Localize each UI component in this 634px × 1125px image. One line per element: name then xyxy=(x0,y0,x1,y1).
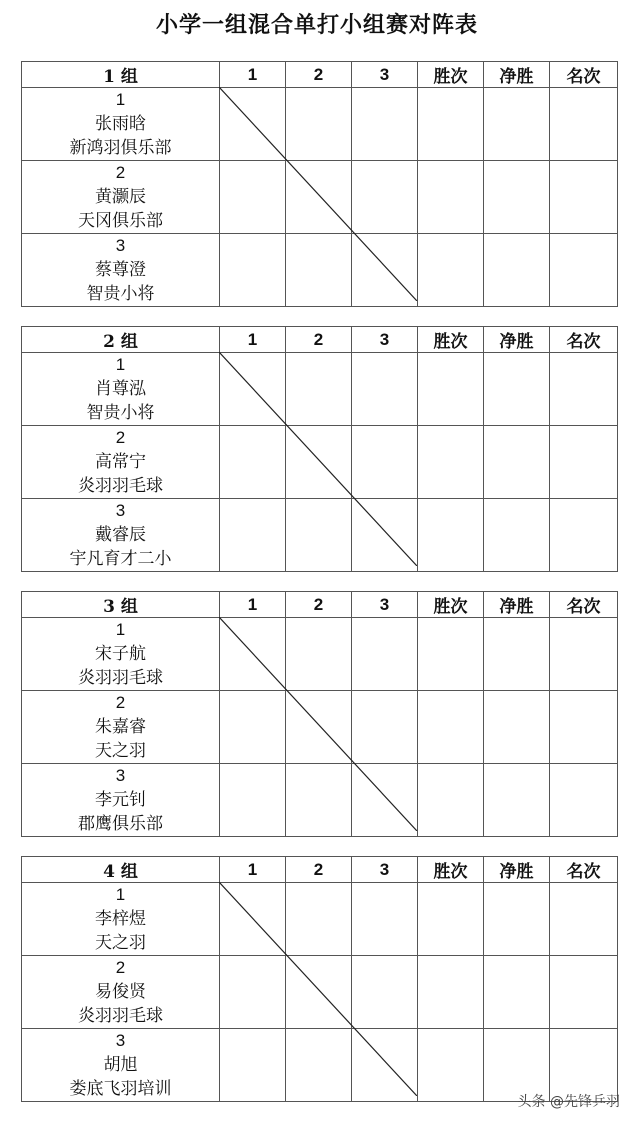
score-cell[interactable] xyxy=(286,618,352,691)
col-header-rank: 名次 xyxy=(550,62,618,88)
col-header-2: 2 xyxy=(286,857,352,883)
player-club: 新鸿羽俱乐部 xyxy=(69,138,172,158)
score-cell[interactable] xyxy=(220,956,286,1029)
group-label: 2 组 xyxy=(22,327,220,353)
player-cell xyxy=(22,883,220,956)
score-cell[interactable] xyxy=(484,618,550,691)
score-cell[interactable] xyxy=(286,883,352,956)
player-row xyxy=(22,618,618,691)
col-header-3: 3 xyxy=(352,327,418,353)
player-club: 智贵小将 xyxy=(86,403,155,423)
col-header-3: 3 xyxy=(352,857,418,883)
score-cell[interactable] xyxy=(220,161,286,234)
player-row xyxy=(22,353,618,426)
col-header-1: 1 xyxy=(220,327,286,353)
player-club: 炎羽羽毛球 xyxy=(78,1006,163,1026)
player-club: 智贵小将 xyxy=(86,284,155,304)
player-club: 娄底飞羽培训 xyxy=(69,1079,172,1099)
player-name: 朱嘉睿 xyxy=(95,717,146,737)
score-cell[interactable] xyxy=(286,426,352,499)
group-header-row xyxy=(22,857,618,883)
score-cell[interactable] xyxy=(286,353,352,426)
player-name: 宋子航 xyxy=(95,644,146,664)
score-cell[interactable] xyxy=(418,618,484,691)
score-cell[interactable] xyxy=(352,161,418,234)
col-header-net: 净胜 xyxy=(484,62,550,88)
player-number: 3 xyxy=(115,1031,126,1050)
score-cell[interactable] xyxy=(352,499,418,572)
col-header-net: 净胜 xyxy=(484,857,550,883)
player-name: 高常宁 xyxy=(95,452,146,472)
group-header-row xyxy=(22,327,618,353)
score-cell[interactable] xyxy=(220,426,286,499)
score-cell[interactable] xyxy=(418,883,484,956)
group-table xyxy=(21,591,618,837)
player-row xyxy=(22,426,618,499)
score-cell[interactable] xyxy=(484,88,550,161)
player-row xyxy=(22,883,618,956)
col-header-wins: 胜次 xyxy=(418,327,484,353)
score-cell[interactable] xyxy=(550,691,618,764)
player-name: 黄灏辰 xyxy=(95,187,146,207)
score-cell[interactable] xyxy=(220,88,286,161)
player-cell xyxy=(22,1029,220,1102)
player-club: 天冈俱乐部 xyxy=(78,211,163,231)
score-cell[interactable] xyxy=(352,234,418,307)
score-cell[interactable] xyxy=(484,956,550,1029)
player-cell xyxy=(22,956,220,1029)
score-cell[interactable] xyxy=(352,1029,418,1102)
player-name: 肖尊泓 xyxy=(95,379,146,399)
player-number: 1 xyxy=(115,355,126,374)
score-cell[interactable] xyxy=(550,88,618,161)
score-cell[interactable] xyxy=(352,956,418,1029)
score-cell[interactable] xyxy=(484,499,550,572)
player-number: 1 xyxy=(115,885,126,904)
player-number: 3 xyxy=(115,236,126,255)
player-row xyxy=(22,691,618,764)
score-cell[interactable] xyxy=(220,691,286,764)
player-cell xyxy=(22,353,220,426)
score-cell[interactable] xyxy=(550,883,618,956)
player-club: 炎羽羽毛球 xyxy=(78,668,163,688)
group-label: 3 组 xyxy=(22,592,220,618)
score-cell[interactable] xyxy=(550,234,618,307)
score-cell[interactable] xyxy=(550,499,618,572)
score-cell[interactable] xyxy=(484,764,550,837)
score-cell[interactable] xyxy=(286,764,352,837)
player-row xyxy=(22,161,618,234)
player-name: 易俊贤 xyxy=(95,982,146,1002)
player-number: 1 xyxy=(115,620,126,639)
player-cell xyxy=(22,161,220,234)
score-cell[interactable] xyxy=(220,499,286,572)
score-cell[interactable] xyxy=(418,234,484,307)
score-cell[interactable] xyxy=(418,161,484,234)
player-cell xyxy=(22,499,220,572)
group-header-row xyxy=(22,592,618,618)
col-header-2: 2 xyxy=(286,327,352,353)
col-header-net: 净胜 xyxy=(484,327,550,353)
score-cell[interactable] xyxy=(220,234,286,307)
player-cell xyxy=(22,691,220,764)
score-cell[interactable] xyxy=(484,426,550,499)
player-number: 2 xyxy=(115,428,126,447)
col-header-wins: 胜次 xyxy=(418,62,484,88)
score-cell[interactable] xyxy=(484,161,550,234)
player-row xyxy=(22,88,618,161)
score-cell[interactable] xyxy=(352,426,418,499)
player-cell xyxy=(22,764,220,837)
player-club: 宇凡育才二小 xyxy=(69,549,172,569)
score-cell[interactable] xyxy=(418,1029,484,1102)
score-cell[interactable] xyxy=(418,691,484,764)
watermark: 头条 @先锋乒羽 xyxy=(517,1094,620,1110)
player-row xyxy=(22,956,618,1029)
player-name: 蔡尊澄 xyxy=(95,260,146,280)
col-header-net: 净胜 xyxy=(484,592,550,618)
player-name: 李梓煜 xyxy=(95,909,146,929)
player-club: 天之羽 xyxy=(95,741,146,761)
player-name: 戴睿辰 xyxy=(95,525,146,545)
player-club: 郡鹰俱乐部 xyxy=(78,814,163,834)
col-header-2: 2 xyxy=(286,62,352,88)
score-cell[interactable] xyxy=(550,764,618,837)
player-number: 1 xyxy=(115,90,126,109)
score-cell[interactable] xyxy=(484,353,550,426)
score-cell[interactable] xyxy=(352,88,418,161)
player-row xyxy=(22,499,618,572)
group-table xyxy=(21,326,618,572)
group-table xyxy=(21,856,618,1102)
player-club: 炎羽羽毛球 xyxy=(78,476,163,496)
player-club: 天之羽 xyxy=(95,933,146,953)
player-number: 2 xyxy=(115,958,126,977)
score-cell[interactable] xyxy=(220,883,286,956)
score-cell[interactable] xyxy=(484,234,550,307)
col-header-3: 3 xyxy=(352,592,418,618)
player-number: 2 xyxy=(115,163,126,182)
player-number: 3 xyxy=(115,501,126,520)
player-row xyxy=(22,234,618,307)
col-header-rank: 名次 xyxy=(550,857,618,883)
score-cell[interactable] xyxy=(352,618,418,691)
score-cell[interactable] xyxy=(550,426,618,499)
score-cell[interactable] xyxy=(286,88,352,161)
group-header-row xyxy=(22,62,618,88)
player-row xyxy=(22,764,618,837)
score-cell[interactable] xyxy=(352,883,418,956)
player-cell xyxy=(22,234,220,307)
page-title: 小学一组混合单打小组赛对阵表 xyxy=(155,12,478,38)
score-cell[interactable] xyxy=(220,353,286,426)
score-cell[interactable] xyxy=(550,161,618,234)
player-number: 2 xyxy=(115,693,126,712)
score-cell[interactable] xyxy=(550,618,618,691)
score-cell[interactable] xyxy=(484,691,550,764)
group-table xyxy=(21,61,618,307)
score-cell[interactable] xyxy=(418,956,484,1029)
score-cell[interactable] xyxy=(418,426,484,499)
col-header-wins: 胜次 xyxy=(418,857,484,883)
score-cell[interactable] xyxy=(418,764,484,837)
score-cell[interactable] xyxy=(418,499,484,572)
score-cell[interactable] xyxy=(352,353,418,426)
col-header-1: 1 xyxy=(220,62,286,88)
score-cell[interactable] xyxy=(352,764,418,837)
col-header-rank: 名次 xyxy=(550,592,618,618)
col-header-2: 2 xyxy=(286,592,352,618)
score-cell[interactable] xyxy=(550,956,618,1029)
col-header-1: 1 xyxy=(220,857,286,883)
score-cell[interactable] xyxy=(418,88,484,161)
player-number: 3 xyxy=(115,766,126,785)
player-name: 李元钊 xyxy=(95,790,146,810)
col-header-wins: 胜次 xyxy=(418,592,484,618)
group-label: 1 组 xyxy=(22,62,220,88)
score-cell[interactable] xyxy=(550,353,618,426)
score-cell[interactable] xyxy=(286,691,352,764)
player-cell xyxy=(22,426,220,499)
score-cell[interactable] xyxy=(352,691,418,764)
player-cell xyxy=(22,88,220,161)
score-cell[interactable] xyxy=(418,353,484,426)
player-cell xyxy=(22,618,220,691)
score-cell[interactable] xyxy=(220,764,286,837)
score-cell[interactable] xyxy=(220,1029,286,1102)
score-cell[interactable] xyxy=(286,1029,352,1102)
col-header-3: 3 xyxy=(352,62,418,88)
player-name: 胡旭 xyxy=(103,1055,138,1075)
score-cell[interactable] xyxy=(286,956,352,1029)
score-cell[interactable] xyxy=(220,618,286,691)
player-name: 张雨晗 xyxy=(95,114,146,134)
score-cell[interactable] xyxy=(286,161,352,234)
col-header-1: 1 xyxy=(220,592,286,618)
score-cell[interactable] xyxy=(286,499,352,572)
group-label: 4 组 xyxy=(22,857,220,883)
score-cell[interactable] xyxy=(286,234,352,307)
col-header-rank: 名次 xyxy=(550,327,618,353)
score-cell[interactable] xyxy=(484,883,550,956)
